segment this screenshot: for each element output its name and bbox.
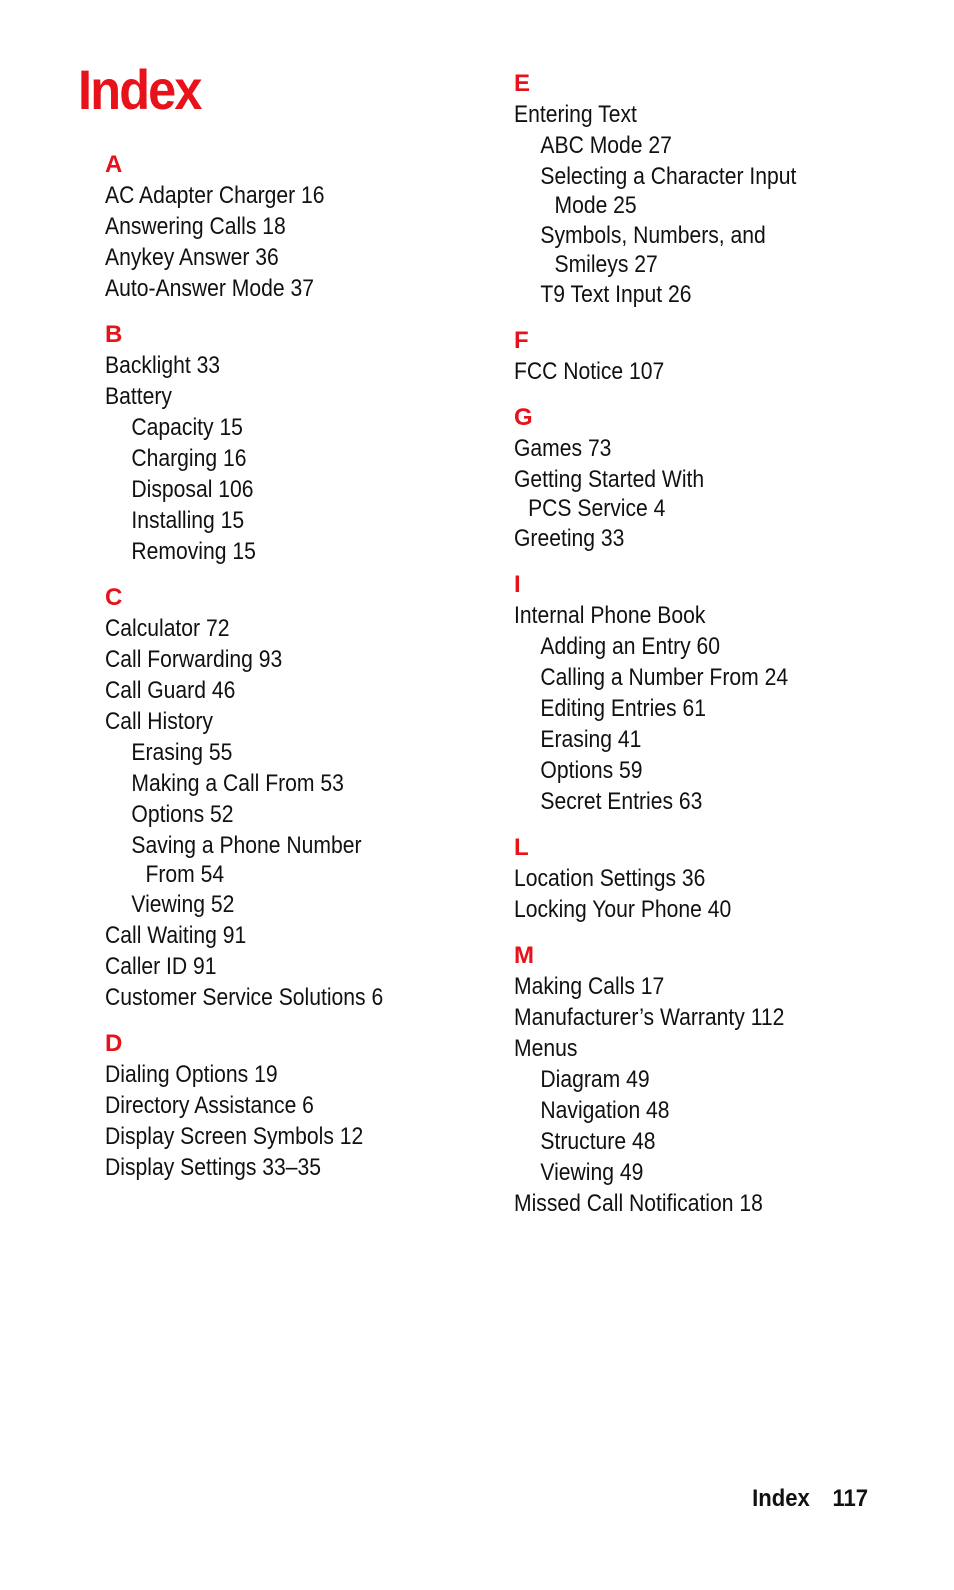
- index-subentry: [514, 693, 866, 724]
- entry-text: Navigation 48: [540, 1097, 670, 1124]
- index-entry: [514, 99, 866, 130]
- entry-text: Manufacturer’s Warranty 112: [514, 1004, 785, 1031]
- section-letter: B: [105, 321, 123, 348]
- index-entry: [514, 464, 866, 523]
- index-entry: [514, 1033, 866, 1064]
- index-section-e: [514, 69, 914, 310]
- index-entry: [514, 356, 866, 387]
- entry-text: Greeting 33: [514, 525, 625, 552]
- entry-text: Options 52: [131, 801, 234, 828]
- entry-text: Backlight 33: [105, 352, 221, 379]
- entry-continuation: Mode 25: [554, 192, 637, 219]
- index-subentry: [105, 536, 457, 567]
- entry-text: Locking Your Phone 40: [514, 896, 732, 923]
- index-subentry: [514, 786, 866, 817]
- index-entry: [514, 1188, 866, 1219]
- entry-text: Customer Service Solutions 6: [105, 984, 384, 1011]
- index-entry: [105, 350, 457, 381]
- entry-text: Diagram 49: [540, 1066, 650, 1093]
- index-subentry: [514, 631, 866, 662]
- index-section-m: [514, 941, 914, 1219]
- index-entry: [105, 706, 457, 737]
- entry-text: ABC Mode 27: [540, 132, 672, 159]
- entry-text: Selecting a Character Input: [540, 163, 797, 190]
- index-entry: [105, 381, 457, 412]
- section-letter: L: [514, 834, 529, 861]
- entry-text: Options 59: [540, 757, 643, 784]
- index-subentry: [105, 768, 457, 799]
- entry-continuation: From 54: [145, 861, 225, 888]
- index-subentry: [105, 889, 457, 920]
- footer-label: Index: [752, 1485, 810, 1512]
- section-letter: G: [514, 404, 533, 431]
- entry-text: Call Forwarding 93: [105, 646, 283, 673]
- index-entry: [105, 1059, 457, 1090]
- entry-text: Symbols, Numbers, and: [540, 222, 766, 249]
- index-column-right: [514, 69, 914, 1235]
- index-subentry: [514, 279, 866, 310]
- index-entry: [105, 951, 457, 982]
- entry-text: Internal Phone Book: [514, 602, 706, 629]
- index-entry: [105, 1121, 457, 1152]
- index-entry: [105, 211, 457, 242]
- index-entry: [514, 600, 866, 631]
- entry-text: Installing 15: [131, 507, 245, 534]
- entry-text: Getting Started With: [514, 466, 705, 493]
- index-section-a: [105, 150, 505, 304]
- page-title: Index: [78, 58, 201, 121]
- entry-text: AC Adapter Charger 16: [105, 182, 325, 209]
- page-number: 117: [832, 1485, 868, 1512]
- entry-text: Erasing 41: [540, 726, 642, 753]
- entry-text: Capacity 15: [131, 414, 243, 441]
- index-subentry: [514, 755, 866, 786]
- index-entry: [105, 613, 457, 644]
- index-subentry: [514, 130, 866, 161]
- index-entry: [514, 1002, 866, 1033]
- entry-text: Anykey Answer 36: [105, 244, 279, 271]
- entry-text: Editing Entries 61: [540, 695, 706, 722]
- entry-text: Answering Calls 18: [105, 213, 286, 240]
- index-entry: [105, 920, 457, 951]
- section-letter: I: [514, 571, 521, 598]
- section-letter: C: [105, 584, 123, 611]
- index-subentry: [105, 737, 457, 768]
- index-subentry: [514, 1064, 866, 1095]
- entry-text: Auto-Answer Mode 37: [105, 275, 314, 302]
- entry-text: Making Calls 17: [514, 973, 665, 1000]
- entry-text: Call Waiting 91: [105, 922, 247, 949]
- index-entry: [514, 433, 866, 464]
- entry-continuation: PCS Service 4: [528, 495, 666, 522]
- entry-text: Removing 15: [131, 538, 256, 565]
- entry-text: Battery: [105, 383, 172, 410]
- index-subentry: [514, 1126, 866, 1157]
- index-section-f: [514, 326, 914, 387]
- index-entry: [105, 180, 457, 211]
- entry-text: Location Settings 36: [514, 865, 706, 892]
- index-entry: [514, 971, 866, 1002]
- entry-text: Display Settings 33–35: [105, 1154, 322, 1181]
- entry-text: Display Screen Symbols 12: [105, 1123, 364, 1150]
- index-section-d: [105, 1029, 505, 1183]
- entry-text: Calculator 72: [105, 615, 230, 642]
- index-entry: [514, 523, 866, 554]
- entry-text: Menus: [514, 1035, 578, 1062]
- index-subentry: [514, 1157, 866, 1188]
- index-section-c: [105, 583, 505, 1013]
- entry-text: Adding an Entry 60: [540, 633, 721, 660]
- entry-text: Charging 16: [131, 445, 247, 472]
- index-subentry: [514, 724, 866, 755]
- index-section-i: [514, 570, 914, 817]
- index-entry: [105, 1090, 457, 1121]
- entry-text: T9 Text Input 26: [540, 281, 692, 308]
- index-subentry: [105, 474, 457, 505]
- entry-text: Viewing 49: [540, 1159, 644, 1186]
- index-subentry: [514, 161, 866, 220]
- entry-text: Secret Entries 63: [540, 788, 703, 815]
- index-entry: [105, 675, 457, 706]
- entry-continuation: Smileys 27: [554, 251, 658, 278]
- entry-text: Call Guard 46: [105, 677, 236, 704]
- entry-text: Viewing 52: [131, 891, 235, 918]
- entry-text: Saving a Phone Number: [131, 832, 362, 859]
- entry-text: Structure 48: [540, 1128, 656, 1155]
- entry-text: Directory Assistance 6: [105, 1092, 314, 1119]
- entry-text: Caller ID 91: [105, 953, 217, 980]
- index-subentry: [514, 662, 866, 693]
- index-entry: [105, 273, 457, 304]
- entry-text: FCC Notice 107: [514, 358, 665, 385]
- index-section-g: [514, 403, 914, 554]
- index-column-left: [105, 150, 505, 1199]
- index-subentry: [105, 830, 457, 889]
- entry-text: Call History: [105, 708, 213, 735]
- index-entry: [514, 863, 866, 894]
- section-letter: F: [514, 327, 529, 354]
- index-entry: [105, 1152, 457, 1183]
- index-entry: [105, 982, 457, 1013]
- index-subentry: [105, 443, 457, 474]
- index-section-b: [105, 320, 505, 567]
- index-subentry: [514, 220, 866, 279]
- entry-text: Erasing 55: [131, 739, 233, 766]
- index-entry: [514, 894, 866, 925]
- index-entry: [105, 242, 457, 273]
- entry-text: Dialing Options 19: [105, 1061, 278, 1088]
- entry-text: Missed Call Notification 18: [514, 1190, 763, 1217]
- entry-text: Entering Text: [514, 101, 637, 128]
- section-letter: M: [514, 942, 534, 969]
- entry-text: Disposal 106: [131, 476, 254, 503]
- index-entry: [105, 644, 457, 675]
- index-subentry: [105, 505, 457, 536]
- entry-text: Games 73: [514, 435, 612, 462]
- entry-text: Making a Call From 53: [131, 770, 344, 797]
- index-subentry: [514, 1095, 866, 1126]
- index-subentry: [105, 412, 457, 443]
- section-letter: D: [105, 1030, 123, 1057]
- index-section-l: [514, 833, 914, 925]
- page-footer: [752, 1485, 868, 1513]
- section-letter: E: [514, 70, 531, 97]
- entry-text: Calling a Number From 24: [540, 664, 789, 691]
- index-subentry: [105, 799, 457, 830]
- section-letter: A: [105, 151, 123, 178]
